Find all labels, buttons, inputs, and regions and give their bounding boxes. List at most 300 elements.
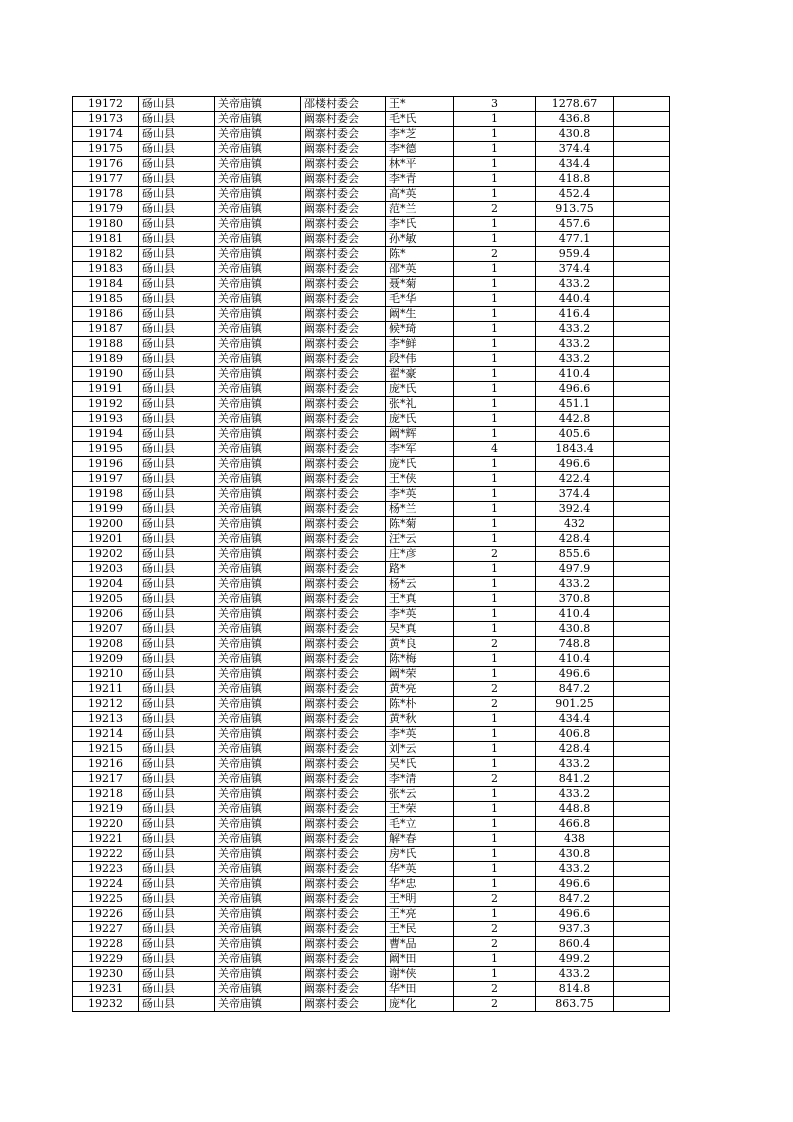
town-cell: 关帝庙镇 (215, 622, 301, 637)
town-cell: 关帝庙镇 (215, 592, 301, 607)
town-cell: 关帝庙镇 (215, 802, 301, 817)
household-count-cell: 1 (454, 952, 536, 967)
household-count-cell: 1 (454, 157, 536, 172)
town-cell: 关帝庙镇 (215, 277, 301, 292)
remark-cell (614, 502, 670, 517)
amount-cell: 432 (536, 517, 614, 532)
village-committee-cell: 阚寨村委会 (301, 667, 386, 682)
town-cell: 关帝庙镇 (215, 652, 301, 667)
village-committee-cell: 阚寨村委会 (301, 172, 386, 187)
table-row (73, 412, 670, 427)
village-committee-cell: 阚寨村委会 (301, 562, 386, 577)
name-cell: 王*明 (386, 892, 454, 907)
record-id-cell: 19189 (73, 352, 139, 367)
household-count-cell: 1 (454, 622, 536, 637)
household-count-cell: 2 (454, 982, 536, 997)
remark-cell (614, 412, 670, 427)
village-committee-cell: 阚寨村委会 (301, 802, 386, 817)
town-cell: 关帝庙镇 (215, 97, 301, 112)
remark-cell (614, 142, 670, 157)
town-cell: 关帝庙镇 (215, 127, 301, 142)
town-cell: 关帝庙镇 (215, 577, 301, 592)
remark-cell (614, 397, 670, 412)
county-cell: 砀山县 (139, 922, 215, 937)
remark-cell (614, 652, 670, 667)
village-committee-cell: 阚寨村委会 (301, 247, 386, 262)
household-count-cell: 1 (454, 487, 536, 502)
remark-cell (614, 532, 670, 547)
amount-cell: 430.8 (536, 847, 614, 862)
town-cell: 关帝庙镇 (215, 247, 301, 262)
town-cell: 关帝庙镇 (215, 487, 301, 502)
town-cell: 关帝庙镇 (215, 427, 301, 442)
name-cell: 孙*敏 (386, 232, 454, 247)
record-id-cell: 19172 (73, 97, 139, 112)
amount-cell: 433.2 (536, 322, 614, 337)
table-row (73, 967, 670, 982)
town-cell: 关帝庙镇 (215, 382, 301, 397)
county-cell: 砀山县 (139, 592, 215, 607)
table-row (73, 727, 670, 742)
town-cell: 关帝庙镇 (215, 532, 301, 547)
village-committee-cell: 阚寨村委会 (301, 622, 386, 637)
table-row (73, 682, 670, 697)
household-count-cell: 1 (454, 292, 536, 307)
remark-cell (614, 232, 670, 247)
household-count-cell: 2 (454, 937, 536, 952)
table-row (73, 787, 670, 802)
name-cell: 毛*立 (386, 817, 454, 832)
table-row (73, 667, 670, 682)
county-cell: 砀山县 (139, 997, 215, 1012)
amount-cell: 841.2 (536, 772, 614, 787)
town-cell: 关帝庙镇 (215, 397, 301, 412)
name-cell: 毛*氏 (386, 112, 454, 127)
household-count-cell: 2 (454, 697, 536, 712)
remark-cell (614, 322, 670, 337)
town-cell: 关帝庙镇 (215, 187, 301, 202)
amount-cell: 433.2 (536, 757, 614, 772)
household-count-cell: 1 (454, 562, 536, 577)
town-cell: 关帝庙镇 (215, 757, 301, 772)
table-row (73, 577, 670, 592)
county-cell: 砀山县 (139, 127, 215, 142)
table-row (73, 892, 670, 907)
county-cell: 砀山县 (139, 367, 215, 382)
table-row (73, 997, 670, 1012)
village-committee-cell: 阚寨村委会 (301, 772, 386, 787)
household-count-cell: 1 (454, 577, 536, 592)
amount-cell: 814.8 (536, 982, 614, 997)
county-cell: 砀山县 (139, 952, 215, 967)
village-committee-cell: 阚寨村委会 (301, 187, 386, 202)
village-committee-cell: 阚寨村委会 (301, 217, 386, 232)
table-row (73, 532, 670, 547)
name-cell: 邵*英 (386, 262, 454, 277)
town-cell: 关帝庙镇 (215, 517, 301, 532)
household-count-cell: 1 (454, 232, 536, 247)
record-id-cell: 19192 (73, 397, 139, 412)
county-cell: 砀山县 (139, 682, 215, 697)
amount-cell: 374.4 (536, 487, 614, 502)
name-cell: 阚*生 (386, 307, 454, 322)
amount-cell: 496.6 (536, 382, 614, 397)
town-cell: 关帝庙镇 (215, 547, 301, 562)
village-committee-cell: 阚寨村委会 (301, 112, 386, 127)
name-cell: 杨*兰 (386, 502, 454, 517)
amount-cell: 428.4 (536, 742, 614, 757)
record-id-cell: 19231 (73, 982, 139, 997)
name-cell: 段*伟 (386, 352, 454, 367)
town-cell: 关帝庙镇 (215, 787, 301, 802)
household-count-cell: 1 (454, 472, 536, 487)
table-row (73, 367, 670, 382)
town-cell: 关帝庙镇 (215, 322, 301, 337)
remark-cell (614, 982, 670, 997)
remark-cell (614, 997, 670, 1012)
amount-cell: 434.4 (536, 712, 614, 727)
remark-cell (614, 247, 670, 262)
table-row (73, 952, 670, 967)
table-row (73, 502, 670, 517)
record-id-cell: 19194 (73, 427, 139, 442)
county-cell: 砀山县 (139, 202, 215, 217)
name-cell: 陈*菊 (386, 517, 454, 532)
town-cell: 关帝庙镇 (215, 457, 301, 472)
amount-cell: 433.2 (536, 787, 614, 802)
name-cell: 王*侠 (386, 472, 454, 487)
village-committee-cell: 阚寨村委会 (301, 712, 386, 727)
record-id-cell: 19196 (73, 457, 139, 472)
village-committee-cell: 阚寨村委会 (301, 727, 386, 742)
record-id-cell: 19206 (73, 607, 139, 622)
name-cell: 华*忠 (386, 877, 454, 892)
county-cell: 砀山县 (139, 772, 215, 787)
county-cell: 砀山县 (139, 262, 215, 277)
name-cell: 王*亮 (386, 907, 454, 922)
record-id-cell: 19197 (73, 472, 139, 487)
amount-cell: 433.2 (536, 967, 614, 982)
name-cell: 杨*云 (386, 577, 454, 592)
record-id-cell: 19209 (73, 652, 139, 667)
town-cell: 关帝庙镇 (215, 922, 301, 937)
name-cell: 陈*朴 (386, 697, 454, 712)
remark-cell (614, 742, 670, 757)
amount-cell: 416.4 (536, 307, 614, 322)
name-cell: 华*英 (386, 862, 454, 877)
town-cell: 关帝庙镇 (215, 907, 301, 922)
table-row (73, 307, 670, 322)
remark-cell (614, 427, 670, 442)
county-cell: 砀山县 (139, 652, 215, 667)
county-cell: 砀山县 (139, 832, 215, 847)
amount-cell: 410.4 (536, 652, 614, 667)
amount-cell: 497.9 (536, 562, 614, 577)
amount-cell: 440.4 (536, 292, 614, 307)
name-cell: 张*云 (386, 787, 454, 802)
remark-cell (614, 547, 670, 562)
record-id-cell: 19183 (73, 262, 139, 277)
table-row (73, 847, 670, 862)
county-cell: 砀山县 (139, 532, 215, 547)
name-cell: 李*英 (386, 727, 454, 742)
name-cell: 李*德 (386, 142, 454, 157)
county-cell: 砀山县 (139, 247, 215, 262)
name-cell: 王*民 (386, 922, 454, 937)
amount-cell: 436.8 (536, 112, 614, 127)
amount-cell: 496.6 (536, 667, 614, 682)
county-cell: 砀山县 (139, 622, 215, 637)
town-cell: 关帝庙镇 (215, 412, 301, 427)
table-row (73, 187, 670, 202)
village-committee-cell: 阚寨村委会 (301, 472, 386, 487)
table-row (73, 607, 670, 622)
record-id-cell: 19179 (73, 202, 139, 217)
household-count-cell: 1 (454, 337, 536, 352)
county-cell: 砀山县 (139, 637, 215, 652)
amount-cell: 374.4 (536, 142, 614, 157)
county-cell: 砀山县 (139, 757, 215, 772)
table-row (73, 157, 670, 172)
record-id-cell: 19220 (73, 817, 139, 832)
record-id-cell: 19232 (73, 997, 139, 1012)
village-committee-cell: 阚寨村委会 (301, 877, 386, 892)
household-count-cell: 1 (454, 532, 536, 547)
household-count-cell: 1 (454, 667, 536, 682)
amount-cell: 477.1 (536, 232, 614, 247)
household-count-cell: 1 (454, 607, 536, 622)
village-committee-cell: 阚寨村委会 (301, 787, 386, 802)
household-count-cell: 1 (454, 307, 536, 322)
village-committee-cell: 阚寨村委会 (301, 757, 386, 772)
county-cell: 砀山县 (139, 217, 215, 232)
name-cell: 李*英 (386, 607, 454, 622)
table-row (73, 292, 670, 307)
remark-cell (614, 922, 670, 937)
table-row (73, 937, 670, 952)
remark-cell (614, 367, 670, 382)
household-count-cell: 2 (454, 922, 536, 937)
village-committee-cell: 阚寨村委会 (301, 277, 386, 292)
name-cell: 阚*辉 (386, 427, 454, 442)
table-row (73, 817, 670, 832)
remark-cell (614, 487, 670, 502)
remark-cell (614, 307, 670, 322)
county-cell: 砀山县 (139, 472, 215, 487)
county-cell: 砀山县 (139, 937, 215, 952)
village-committee-cell: 阚寨村委会 (301, 412, 386, 427)
name-cell: 李*芝 (386, 127, 454, 142)
town-cell: 关帝庙镇 (215, 727, 301, 742)
county-cell: 砀山县 (139, 172, 215, 187)
record-id-cell: 19190 (73, 367, 139, 382)
remark-cell (614, 907, 670, 922)
household-count-cell: 1 (454, 862, 536, 877)
record-id-cell: 19203 (73, 562, 139, 577)
household-count-cell: 4 (454, 442, 536, 457)
remark-cell (614, 97, 670, 112)
remark-cell (614, 457, 670, 472)
household-count-cell: 1 (454, 967, 536, 982)
town-cell: 关帝庙镇 (215, 112, 301, 127)
county-cell: 砀山县 (139, 667, 215, 682)
county-cell: 砀山县 (139, 817, 215, 832)
amount-cell: 748.8 (536, 637, 614, 652)
data-table (72, 96, 670, 1012)
remark-cell (614, 787, 670, 802)
county-cell: 砀山县 (139, 547, 215, 562)
remark-cell (614, 817, 670, 832)
amount-cell: 374.4 (536, 262, 614, 277)
county-cell: 砀山县 (139, 967, 215, 982)
amount-cell: 855.6 (536, 547, 614, 562)
household-count-cell: 1 (454, 832, 536, 847)
name-cell: 翟*豪 (386, 367, 454, 382)
household-count-cell: 2 (454, 772, 536, 787)
record-id-cell: 19181 (73, 232, 139, 247)
remark-cell (614, 712, 670, 727)
amount-cell: 847.2 (536, 682, 614, 697)
remark-cell (614, 727, 670, 742)
amount-cell: 433.2 (536, 337, 614, 352)
household-count-cell: 3 (454, 97, 536, 112)
table-row (73, 442, 670, 457)
village-committee-cell: 阚寨村委会 (301, 532, 386, 547)
record-id-cell: 19211 (73, 682, 139, 697)
record-id-cell: 19210 (73, 667, 139, 682)
remark-cell (614, 877, 670, 892)
record-id-cell: 19202 (73, 547, 139, 562)
name-cell: 王* (386, 97, 454, 112)
village-committee-cell: 阚寨村委会 (301, 892, 386, 907)
county-cell: 砀山县 (139, 442, 215, 457)
town-cell: 关帝庙镇 (215, 142, 301, 157)
village-committee-cell: 阚寨村委会 (301, 157, 386, 172)
table-row (73, 907, 670, 922)
remark-cell (614, 442, 670, 457)
household-count-cell: 1 (454, 652, 536, 667)
record-id-cell: 19187 (73, 322, 139, 337)
town-cell: 关帝庙镇 (215, 832, 301, 847)
county-cell: 砀山县 (139, 412, 215, 427)
record-id-cell: 19175 (73, 142, 139, 157)
remark-cell (614, 862, 670, 877)
amount-cell: 451.1 (536, 397, 614, 412)
amount-cell: 392.4 (536, 502, 614, 517)
record-id-cell: 19230 (73, 967, 139, 982)
village-committee-cell: 阚寨村委会 (301, 697, 386, 712)
county-cell: 砀山县 (139, 802, 215, 817)
county-cell: 砀山县 (139, 607, 215, 622)
name-cell: 范*兰 (386, 202, 454, 217)
remark-cell (614, 892, 670, 907)
household-count-cell: 2 (454, 892, 536, 907)
household-count-cell: 1 (454, 142, 536, 157)
household-count-cell: 1 (454, 427, 536, 442)
county-cell: 砀山县 (139, 112, 215, 127)
table-row (73, 562, 670, 577)
county-cell: 砀山县 (139, 892, 215, 907)
town-cell: 关帝庙镇 (215, 352, 301, 367)
village-committee-cell: 阚寨村委会 (301, 457, 386, 472)
amount-cell: 448.8 (536, 802, 614, 817)
name-cell: 华*田 (386, 982, 454, 997)
amount-cell: 847.2 (536, 892, 614, 907)
town-cell: 关帝庙镇 (215, 337, 301, 352)
remark-cell (614, 847, 670, 862)
amount-cell: 430.8 (536, 622, 614, 637)
record-id-cell: 19193 (73, 412, 139, 427)
table-row (73, 397, 670, 412)
county-cell: 砀山县 (139, 487, 215, 502)
town-cell: 关帝庙镇 (215, 292, 301, 307)
county-cell: 砀山县 (139, 712, 215, 727)
name-cell: 李*清 (386, 772, 454, 787)
name-cell: 陈*梅 (386, 652, 454, 667)
record-id-cell: 19218 (73, 787, 139, 802)
county-cell: 砀山县 (139, 97, 215, 112)
village-committee-cell: 阚寨村委会 (301, 502, 386, 517)
household-count-cell: 2 (454, 637, 536, 652)
town-cell: 关帝庙镇 (215, 367, 301, 382)
household-count-cell: 1 (454, 367, 536, 382)
record-id-cell: 19215 (73, 742, 139, 757)
table-row (73, 472, 670, 487)
town-cell: 关帝庙镇 (215, 862, 301, 877)
amount-cell: 496.6 (536, 877, 614, 892)
town-cell: 关帝庙镇 (215, 712, 301, 727)
name-cell: 黄*良 (386, 637, 454, 652)
remark-cell (614, 217, 670, 232)
record-id-cell: 19216 (73, 757, 139, 772)
household-count-cell: 1 (454, 517, 536, 532)
record-id-cell: 19191 (73, 382, 139, 397)
household-count-cell: 1 (454, 277, 536, 292)
household-count-cell: 1 (454, 877, 536, 892)
town-cell: 关帝庙镇 (215, 817, 301, 832)
remark-cell (614, 112, 670, 127)
table-row (73, 202, 670, 217)
amount-cell: 1843.4 (536, 442, 614, 457)
remark-cell (614, 802, 670, 817)
county-cell: 砀山县 (139, 877, 215, 892)
name-cell: 吴*真 (386, 622, 454, 637)
table-row (73, 97, 670, 112)
remark-cell (614, 967, 670, 982)
name-cell: 阚*荣 (386, 667, 454, 682)
town-cell: 关帝庙镇 (215, 262, 301, 277)
table-row (73, 322, 670, 337)
household-count-cell: 2 (454, 202, 536, 217)
county-cell: 砀山县 (139, 787, 215, 802)
village-committee-cell: 阚寨村委会 (301, 487, 386, 502)
household-count-cell: 2 (454, 682, 536, 697)
county-cell: 砀山县 (139, 232, 215, 247)
remark-cell (614, 757, 670, 772)
table-row (73, 427, 670, 442)
village-committee-cell: 阚寨村委会 (301, 907, 386, 922)
village-committee-cell: 阚寨村委会 (301, 832, 386, 847)
village-committee-cell: 阚寨村委会 (301, 232, 386, 247)
table-row (73, 337, 670, 352)
village-committee-cell: 阚寨村委会 (301, 352, 386, 367)
name-cell: 汪*云 (386, 532, 454, 547)
town-cell: 关帝庙镇 (215, 232, 301, 247)
town-cell: 关帝庙镇 (215, 607, 301, 622)
name-cell: 吴*氏 (386, 757, 454, 772)
household-count-cell: 2 (454, 547, 536, 562)
record-id-cell: 19188 (73, 337, 139, 352)
